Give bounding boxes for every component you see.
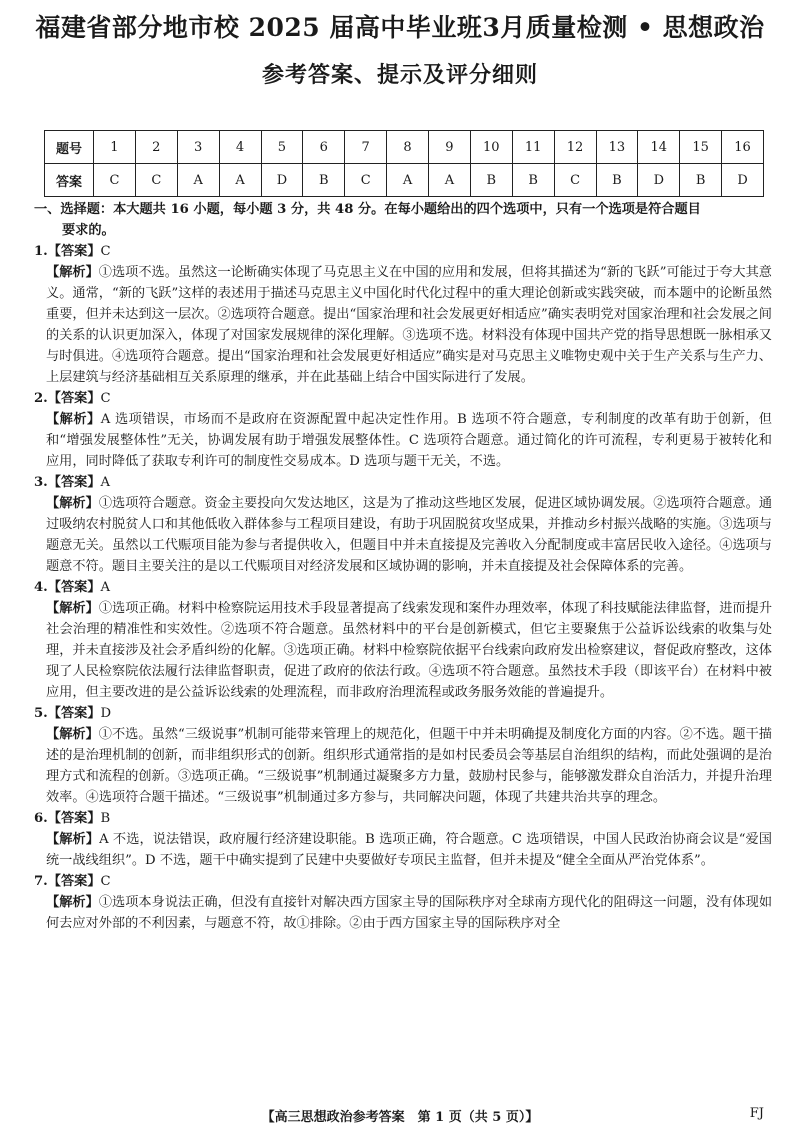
question-number: 6. [34, 811, 48, 826]
question-answer-line [34, 472, 772, 493]
question-number-cell: 13 [596, 131, 638, 164]
answer-label: 【答案】 [47, 580, 101, 595]
answer-cell: B [680, 164, 722, 197]
explanation-paragraph [34, 409, 772, 472]
explanation-label: 【解析】 [46, 832, 100, 847]
page-footer: 【高三思想政治参考答案 第 1 页（共 5 页）】 [261, 1110, 539, 1125]
question-number: 3. [34, 475, 48, 490]
answer-value: C [100, 874, 111, 889]
explanation-text: ①选项不选。虽然这一论断确实体现了马克思主义在中国的应用和发展，但将其描述为“新的飞跃”可能过于夸大其意义。通常，“新的飞跃”这样的表述用于描述马克思主义中国化时代化过程中的重大理论创新或实践突破，而本题中的论断虽然重要，但并未达到这一层次。②选项符合题意。提出“国家治理和社会发展更好相适应”确实表明党对国家治理和社会发展之间的关系的认识更加深入，体现了对国家发展规律的深化理解。③选项不选。材料没有体现中国共产党的指导思想既一脉相承又与时俱进。④选项符合题意。提出“国家治理和社会发展更好相适应”确实是对马克思主义唯物史观中关于生产关系与生产力、上层建筑与经济基础相互关系原理的继承，并在此基础上结合中国实际进行了发展。 [46, 265, 772, 385]
answer-cell: B [470, 164, 512, 197]
answer-value: C [100, 244, 111, 259]
answer-label: 【答案】 [47, 244, 101, 259]
row-header-answer: 答案 [45, 164, 94, 197]
question-number: 4. [34, 580, 48, 595]
explanation-paragraph [34, 892, 772, 934]
explanation-paragraph [34, 724, 772, 808]
question-number-cell: 1 [94, 131, 136, 164]
answer-value: A [100, 580, 111, 595]
question-answer-line [34, 388, 772, 409]
answer-cell: A [387, 164, 429, 197]
question-number: 5. [34, 706, 48, 721]
answer-cell: D [261, 164, 303, 197]
question-number-cell: 15 [680, 131, 722, 164]
answer-table-answer-row [45, 164, 764, 197]
explanation-label: 【解析】 [46, 496, 99, 511]
answer-cell: C [554, 164, 596, 197]
answer-label: 【答案】 [47, 706, 101, 721]
answer-value: D [100, 706, 112, 721]
document-title: 福建省部分地市校 2025 届高中毕业班3月质量检测 • 思想政治 [35, 13, 765, 42]
explanation-text: A 选项错误，市场而不是政府在资源配置中起决定性作用。B 选项不符合题意，专利制度的改革有助于创新，但和“增强发展整体性”无关，协调发展有助于增强发展整体性。C 选项符合题意。通过简化的许可流程，专利更易于被转化和应用，同时降低了获取专利许可的制度性交易成本。D 选项与题干无关，不选。 [46, 412, 772, 469]
answer-cell: D [722, 164, 764, 197]
question-block-5 [34, 703, 772, 808]
answer-cell: C [345, 164, 387, 197]
answer-value: A [100, 475, 111, 490]
question-answer-line [34, 241, 772, 262]
question-answer-line [34, 871, 772, 892]
answer-cell: B [512, 164, 554, 197]
question-block-3 [34, 472, 772, 577]
answer-label: 【答案】 [47, 811, 101, 826]
answer-cell: D [638, 164, 680, 197]
answer-cell: A [429, 164, 471, 197]
question-block-2 [34, 388, 772, 472]
answer-value: B [100, 811, 111, 826]
question-number: 7. [34, 874, 48, 889]
explanation-label: 【解析】 [46, 895, 99, 910]
explanation-label: 【解析】 [46, 601, 99, 616]
explanation-text: ①不选。虽然“三级说事”机制可能带来管理上的规范化，但题干中并未明确提及制度化方面的内容。②不选。题干描述的是治理机制的创新，而非组织形式的创新。组织形式通常指的是如村民委员会等基层自治组织的结构，而此处强调的是治理方式和流程的创新。③选项正确。“三级说事”机制通过凝聚多方力量，鼓励村民参与，能够激发群众自治活力，并提升治理效率。④选项符合题干描述。“三级说事”机制通过多方参与，共同解决问题，体现了共建共治共享的理念。 [46, 727, 772, 805]
question-number-cell: 2 [135, 131, 177, 164]
question-number-cell: 10 [470, 131, 512, 164]
question-number: 1. [34, 244, 48, 259]
question-number-cell: 14 [638, 131, 680, 164]
answer-value: C [100, 391, 111, 406]
question-block-6 [34, 808, 772, 871]
explanation-text: ①选项本身说法正确，但没有直接针对解决西方国家主导的国际秩序对全球南方现代化的阻碍这一问题，没有体现如何去应对外部的不利因素，与题意不符，故①排除。②由于西方国家主导的国际秩序对全 [46, 895, 773, 931]
explanation-paragraph [34, 493, 772, 577]
explanation-paragraph [34, 829, 772, 871]
question-number-cell: 9 [429, 131, 471, 164]
explanation-label: 【解析】 [46, 727, 99, 742]
question-number-cell: 11 [512, 131, 554, 164]
question-answer-line [34, 577, 772, 598]
explanation-label: 【解析】 [46, 265, 99, 280]
answer-cell: C [135, 164, 177, 197]
question-number-cell: 6 [303, 131, 345, 164]
answer-table [44, 130, 764, 197]
answer-cell: B [596, 164, 638, 197]
explanation-label: 【解析】 [46, 412, 101, 427]
footer-region-tag: FJ [749, 1106, 764, 1121]
answer-cell: B [303, 164, 345, 197]
answer-cell: C [94, 164, 136, 197]
explanation-text: ①选项符合题意。资金主要投向欠发达地区，这是为了推动这些地区发展，促进区域协调发展。②选项符合题意。通过吸纳农村脱贫人口和其他低收入群体参与工程项目建设，有助于巩固脱贫攻坚成果，并推动乡村振兴战略的实施。③选项与题意无关。虽然以工代赈项目能为参与者提供收入，但题目中并未直接提及完善收入分配制度或丰富居民收入途径。④选项与题意不符。题目主要关注的是以工代赈项目对经济发展和区域协调的影响，并未直接提及社会保障体系的完善。 [46, 496, 773, 574]
question-block-1 [34, 241, 772, 388]
row-header-number: 题号 [45, 131, 94, 164]
section-heading [34, 199, 772, 241]
explanation-paragraph [34, 598, 772, 703]
answer-explanations [34, 199, 772, 934]
document-subtitle: 参考答案、提示及评分细则 [261, 62, 538, 88]
explanation-text: ①选项正确。材料中检察院运用技术手段显著提高了线索发现和案件办理效率，体现了科技赋能法律监督，进而提升社会治理的精准性和实效性。②选项不符合题意。虽然材料中的平台是创新模式，但它主要聚焦于公益诉讼线索的收集与处理，并未直接涉及社会矛盾纠纷的化解。③选项正确。材料中检察院依据平台线索向政府发出检察建议，督促政府整改，这体现了人民检察院依法履行法律监督职责，促进了政府的依法行政。④选项不符合题意。虽然技术手段（即该平台）在材料中被应用，但主要改进的是公益诉讼线索的处理流程，而非政府治理流程或政务服务效能的普遍提升。 [46, 601, 773, 700]
question-block-7 [34, 871, 772, 934]
explanation-paragraph [34, 262, 772, 388]
question-number-cell: 7 [345, 131, 387, 164]
question-number-cell: 3 [177, 131, 219, 164]
explanation-text: A 不选，说法错误，政府履行经济建设职能。B 选项正确，符合题意。C 选项错误，中国人民政治协商会议是“爱国统一战线组织”。D 不选，题干中确实提到了民建中央要做好专项民主监督，但并未提及“健全全面从严治党体系”。 [46, 832, 772, 868]
question-number-cell: 16 [722, 131, 764, 164]
answer-cell: A [219, 164, 261, 197]
question-block-4 [34, 577, 772, 703]
question-number-cell: 8 [387, 131, 429, 164]
answer-label: 【答案】 [47, 874, 101, 889]
question-number-cell: 4 [219, 131, 261, 164]
question-answer-line [34, 703, 772, 724]
answer-label: 【答案】 [47, 391, 101, 406]
question-answer-line [34, 808, 772, 829]
section-heading-text: 一、选择题：本大题共 16 小题，每小题 3 分，共 48 分。在每小题给出的四个选项中，只有一个选项是符合题目 [34, 202, 701, 217]
question-number: 2. [34, 391, 48, 406]
answer-label: 【答案】 [47, 475, 101, 490]
question-number-cell: 5 [261, 131, 303, 164]
question-number-cell: 12 [554, 131, 596, 164]
section-heading-continuation: 要求的。 [62, 223, 115, 238]
answer-cell: A [177, 164, 219, 197]
answer-table-number-row [45, 131, 764, 164]
